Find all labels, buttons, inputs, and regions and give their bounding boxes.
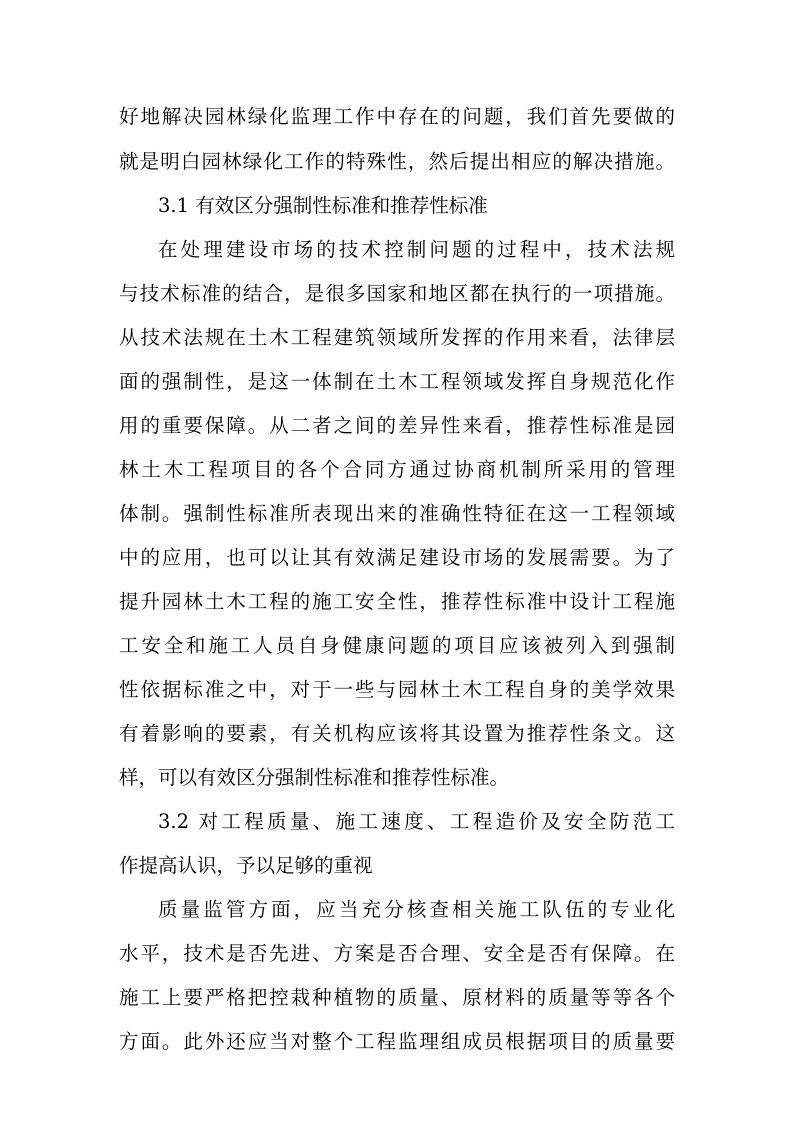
paragraph-line: 就是明白园林绿化工作的特殊性，然后提出相应的解决措施。 — [119, 150, 675, 173]
paragraph-line: 用的重要保障。从二者之间的差异性来看，推荐性标准是园 — [119, 414, 675, 437]
paragraph-line: 面的强制性，是这一体制在土木工程领域发挥自身规范化作 — [119, 370, 675, 393]
paragraph-line: 质量监管方面，应当充分核查相关施工队伍的专业化 — [158, 898, 675, 921]
paragraph-line: 水平，技术是否先进、方案是否合理、安全是否有保障。在 — [119, 942, 675, 965]
paragraph-line: 体制。强制性标准所表现出来的准确性特征在这一工程领域 — [119, 502, 675, 525]
section-heading-3-1: 3.1 有效区分强制性标准和推荐性标准 — [158, 194, 488, 217]
paragraph-line: 有着影响的要素，有关机构应该将其设置为推荐性条文。这 — [119, 722, 675, 745]
paragraph-line: 与技术标准的结合，是很多国家和地区都在执行的一项措施。 — [119, 282, 675, 305]
paragraph-line: 从技术法规在土木工程建筑领域所发挥的作用来看，法律层 — [119, 326, 675, 349]
paragraph-line: 林土木工程项目的各个合同方通过协商机制所采用的管理 — [119, 458, 675, 481]
paragraph-line: 在处理建设市场的技术控制问题的过程中，技术法规 — [158, 238, 675, 261]
section-heading-3-2-continued: 作提高认识，予以足够的重视 — [119, 854, 373, 877]
paragraph-line: 施工上要严格把控栽种植物的质量、原材料的质量等等各个 — [119, 986, 675, 1009]
paragraph-line: 中的应用，也可以让其有效满足建设市场的发展需要。为了 — [119, 546, 675, 569]
paragraph-line: 好地解决园林绿化监理工作中存在的问题，我们首先要做的 — [119, 105, 675, 128]
paragraph-line: 性依据标准之中，对于一些与园林土木工程自身的美学效果 — [119, 678, 675, 701]
paragraph-line: 提升园林土木工程的施工安全性，推荐性标准中设计工程施 — [119, 590, 675, 613]
section-heading-3-2: 3.2 对工程质量、施工速度、工程造价及安全防范工 — [158, 810, 675, 833]
paragraph-line: 样，可以有效区分强制性标准和推荐性标准。 — [119, 766, 510, 789]
paragraph-line: 方面。此外还应当对整个工程监理组成员根据项目的质量要 — [119, 1030, 675, 1053]
paragraph-line: 工安全和施工人员自身健康问题的项目应该被列入到强制 — [119, 634, 675, 657]
